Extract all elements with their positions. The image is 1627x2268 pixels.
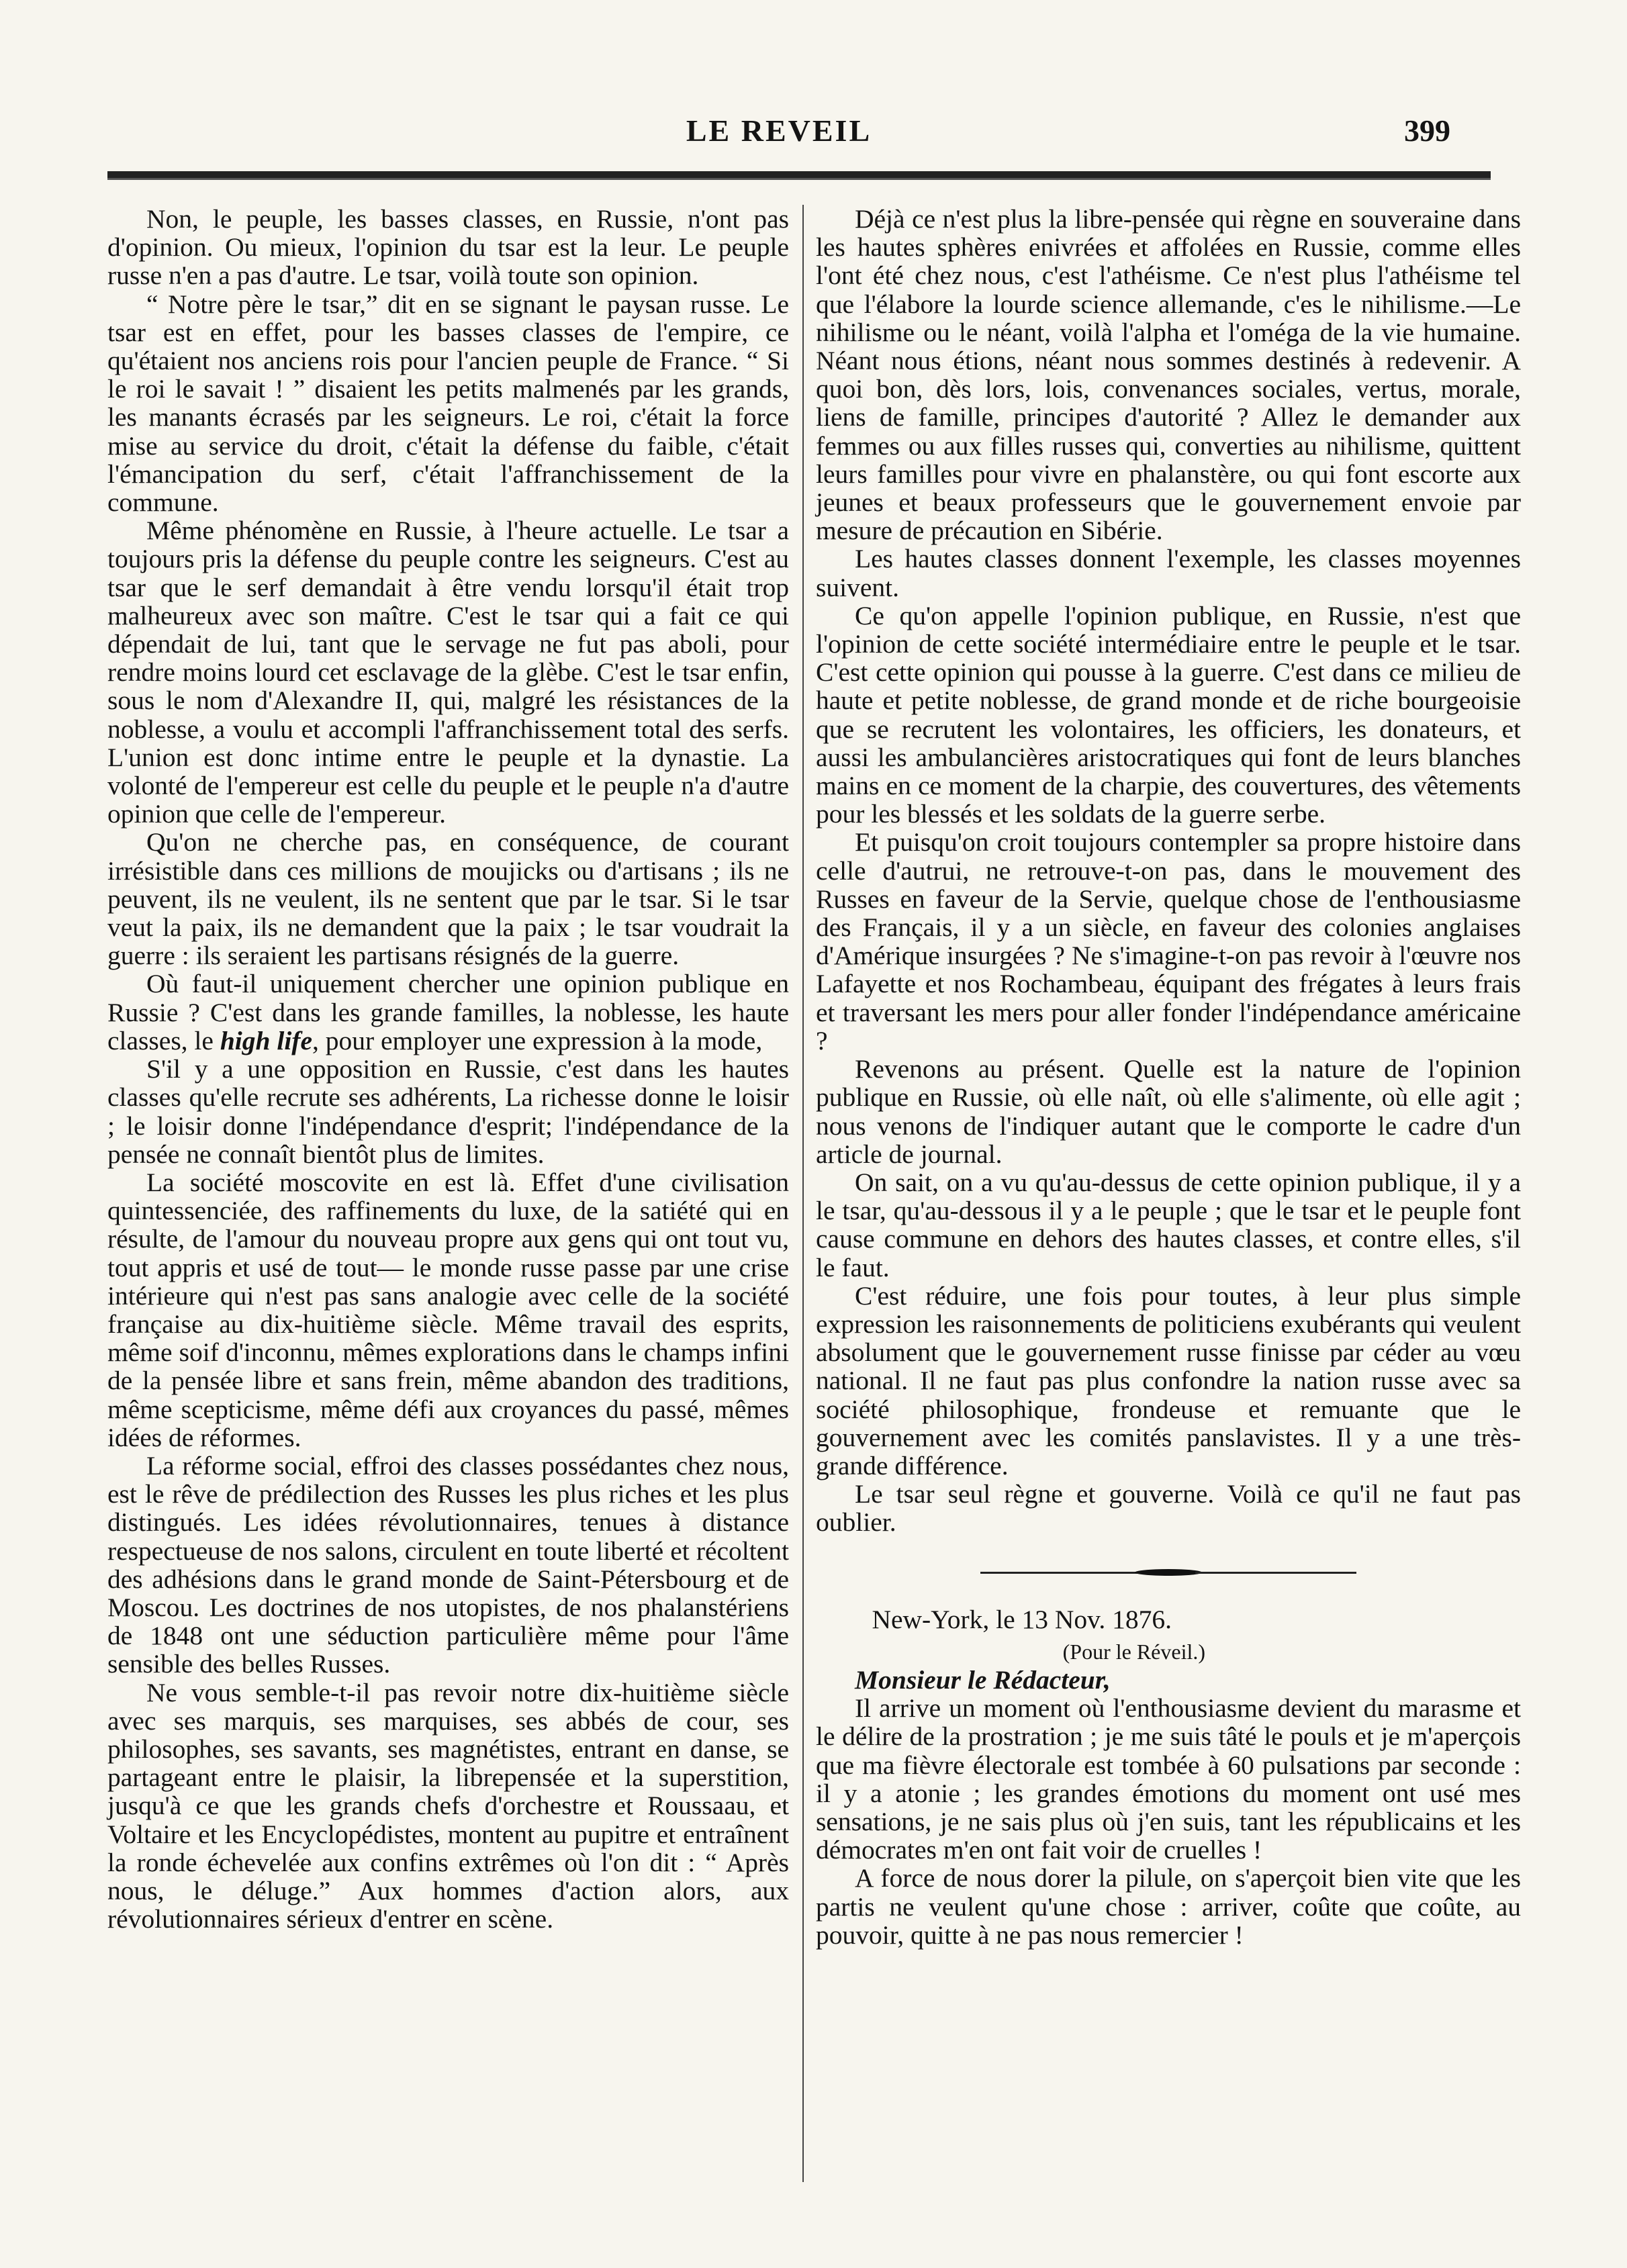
page-header: [107, 113, 1450, 153]
paragraph: Et puisqu'on croit toujours contempler sa propre histoire dans celle d'autrui, ne retrouve-t-on pas, dans le mouvement des Russes en faveur de la Servie, quelque chose de l'enthousiasme des Français, il y a un siècle, en faveur des colonies anglaises d'Amérique insurgées ? Ne s'imagine-t-on pas revoir à l'œuvre nos Lafayette et nos Rochambeau, équipant des frégates à leurs frais et traversant les mers pour aller fonder l'indépendance américaine ?: [816, 827, 1521, 1055]
letter-dateline: [816, 1605, 1521, 1634]
page-number: 399: [1404, 113, 1450, 148]
paragraph: S'il y a une opposition en Russie, c'est dans les hautes classes qu'elle recrute ses adhérents, La richesse donne le loisir ; le loisir donne l'indépendance d'esprit; l'indépendance de la pensée ne connaît bientôt plus de limites.: [107, 1054, 789, 1169]
letter-for-line: (Pour le Réveil.): [1062, 1639, 1205, 1664]
paragraph: Qu'on ne cherche pas, en conséquence, de courant irrésistible dans ces millions de moujicks ou d'artisans ; ils ne peuvent, ils ne veulent, ils ne sentent que par le tsar. Si le tsar veut la paix, ils ne demandent que la paix ; le tsar voudrait la guerre : ils seraient les partisans résignés de la guerre.: [107, 827, 789, 971]
right-column: [816, 205, 1521, 2185]
paragraph: La réforme social, effroi des classes possédantes chez nous, est le rêve de prédilection des Russes les plus riches et les plus distingués. Les idées révolutionnaires, tenues à distance respectueuse de nos salons, circulent en toute liberté et récoltent des adhésions dans le grand monde de Saint-Pétersbourg et de Moscou. Les doctrines de nos utopistes, de nos phalanstériens de 1848 ont une séduction particulière même pour l'âme sensible des belles Russes.: [107, 1450, 789, 1679]
paragraph: Même phénomène en Russie, à l'heure actuelle. Le tsar a toujours pris la défense du peuple contre les seigneurs. C'est au tsar que le serf demandait à être vendu lorsqu'il était trop malheureux avec son maître. C'est le tsar qui a fait ce qui dépendait de lui, tant que le servage ne fut pas aboli, pour rendre moins lourd cet esclavage de la glèbe. C'est le tsar enfin, sous le nom d'Alexandre II, qui, malgré les résistances de la noblesse, a voulu et accompli l'affranchissement total des serfs. L'union est donc intime entre le peuple et la dynastie. La volonté de l'empereur est celle du peuple et le peuple n'a d'autre opinion que celle de l'empereur.: [107, 516, 789, 829]
ornament-center: [1135, 1569, 1202, 1576]
paragraph: La société moscovite en est là. Effet d'une civilisation quintessenciée, des raffinements du luxe, de la satiété qui en résulte, de l'amour du nouveau propre aux gens qui ont tout vu, tout appris et usé de tout— le monde russe passe par une crise intérieure qui n'est pas sans analogie avec celle de la société française au dix-huitième siècle. Même travail des esprits, même soif d'inconnu, mêmes explorations dans le champs infini de la pensée libre et sans frein, même abandon des traditions, même scepticisme, même défi aux croyances du passé, mêmes idées de réformes.: [107, 1167, 789, 1452]
letter-salutation: Monsieur le Rédacteur,: [855, 1664, 1111, 1695]
italic-term: high life: [220, 1025, 312, 1055]
paragraph: C'est réduire, une fois pour toutes, à leur plus simple expression les raisonnements de politiciens exubérants qui veulent absolument que le gouvernement russe finisse par céder au vœu national. Il ne faut pas plus confondre la nation russe avec sa société philosophique, frondeuse et remuante que le gouvernement avec les comités panslavistes. Il y a une très-grande différence.: [816, 1280, 1521, 1480]
letter-paragraph: A force de nous dorer la pilule, on s'aperçoit bien vite que les partis ne veulent qu'une chose : arriver, coûte que coûte, au pouvoir, quitte à ne pas nous remercier !: [816, 1863, 1521, 1950]
paragraph: Revenons au présent. Quelle est la nature de l'opinion publique en Russie, où elle naît, où elle s'alimente, où elle agit ; nous venons de l'indiquer autant que le comporte le cadre d'un article de journal.: [816, 1054, 1521, 1169]
text-run: Où faut-il uniquement chercher une opinion publique en Russie ? C'est dans les grande familles, la noblesse, les haute classes, le: [107, 969, 789, 1055]
paragraph: Le tsar seul règne et gouverne. Voilà ce qu'il ne faut pas oublier.: [816, 1479, 1521, 1538]
paragraph: Ce qu'on appelle l'opinion publique, en Russie, n'est que l'opinion de cette société intermédiaire entre le peuple et le tsar. C'est cette opinion qui pousse à la guerre. C'est dans ce milieu de haute et petite noblesse, de grand monde et de riche bourgeoisie que se recrutent les volontaires, les officiers, les donateurs, et aussi les ambulancières aristocratiques qui font de leurs blanches mains en ce moment de la charpie, des couvertures, des vêtements pour les blessés et les soldats de la guerre serbe.: [816, 600, 1521, 829]
header-rule: [107, 171, 1491, 180]
ornament-line-right: [1195, 1572, 1356, 1574]
paragraph: Non, le peuple, les basses classes, en Russie, n'ont pas d'opinion. Ou mieux, l'opinion du tsar est la leur. Le peuple russe n'en a pas d'autre. Le tsar, voilà toute son opinion.: [107, 204, 789, 291]
paragraph: Les hautes classes donnent l'exemple, les classes moyennes suivent.: [816, 544, 1521, 602]
dateline-text: New-York, le 13 Nov. 1876.: [872, 1604, 1172, 1634]
paragraph: “ Notre père le tsar,” dit en se signant le paysan russe. Le tsar est en effet, pour les basses classes de l'empire, ce qu'étaient nos anciens rois pour l'ancien peuple de France. “ Si le roi le savait ! ” disaient les petits malmenés par les grands, les manants écrasés par les seigneurs. Le roi, c'était la force mise au service du droit, c'était la défense du faible, c'était l'émancipation du serf, c'était l'affranchissement de la commune.: [107, 289, 789, 518]
paragraph: Ne vous semble-t-il pas revoir notre dix-huitième siècle avec ses marquis, ses marquises, ses abbés de cour, ses philosophes, ses savants, ses magnétistes, entrant en danse, se partageant entre le plaisir, la librepensée et la superstition, jusqu'à ce que les grands chefs d'orchestre et Roussaau, et Voltaire et les Encyclopédistes, montent au pupitre et entraînent la ronde échevelée aux confins extrêmes où l'on dit : “ Après nous, le déluge.” Aux hommes d'action alors, aux révolutionnaires sérieux d'entrer en scène.: [107, 1677, 789, 1934]
text-run: , pour employer une expression à la mode,: [312, 1025, 763, 1055]
column-divider: [802, 205, 804, 2182]
running-title: LE REVEIL: [686, 113, 872, 148]
ornament-line-left: [980, 1572, 1142, 1574]
paragraph: Déjà ce n'est plus la libre-pensée qui règne en souveraine dans les hautes sphères enivrées et affolées en Russie, comme elles l'ont été chez nous, c'est l'athéisme. Ce n'est plus l'athéisme tel que l'élabore la lourde science allemande, c'es le nihilisme.—Le nihilisme ou le néant, voilà l'alpha et l'oméga de la vie humaine. Néant nous étions, néant nous sommes destinés à redevenir. A quoi bon, dès lors, lois, convenances sociales, vertus, morale, liens de famille, principes d'autorité ? Allez le demander aux femmes ou aux filles russes qui, converties au nihilisme, quittent leurs familles pour vivre en phalanstère, ou qui font escorte aux jeunes et beaux professeurs que le gouvernement envoie par mesure de précaution en Sibérie.: [816, 204, 1521, 546]
section-ornament: [980, 1569, 1356, 1576]
left-column: [107, 205, 789, 2185]
letter-paragraph: Il arrive un moment où l'enthousiasme devient du marasme et le délire de la prostration ; je me suis tâté le pouls et je m'aperçois que ma fièvre électorale est tombée à 60 pulsations par seconde : il y a atonie ; les grandes émotions du moment ont usé mes sensations, je ne sais plus où j'en suis, tant les républicains et les démocrates m'en ont fait voir de cruelles !: [816, 1693, 1521, 1865]
paragraph: On sait, on a vu qu'au-dessus de cette opinion publique, il y a le tsar, qu'au-dessous il y a le peuple ; que le tsar et le peuple font cause commune en dehors des hautes classes, et contre elles, s'il le faut.: [816, 1167, 1521, 1282]
paragraph: [107, 970, 789, 1055]
